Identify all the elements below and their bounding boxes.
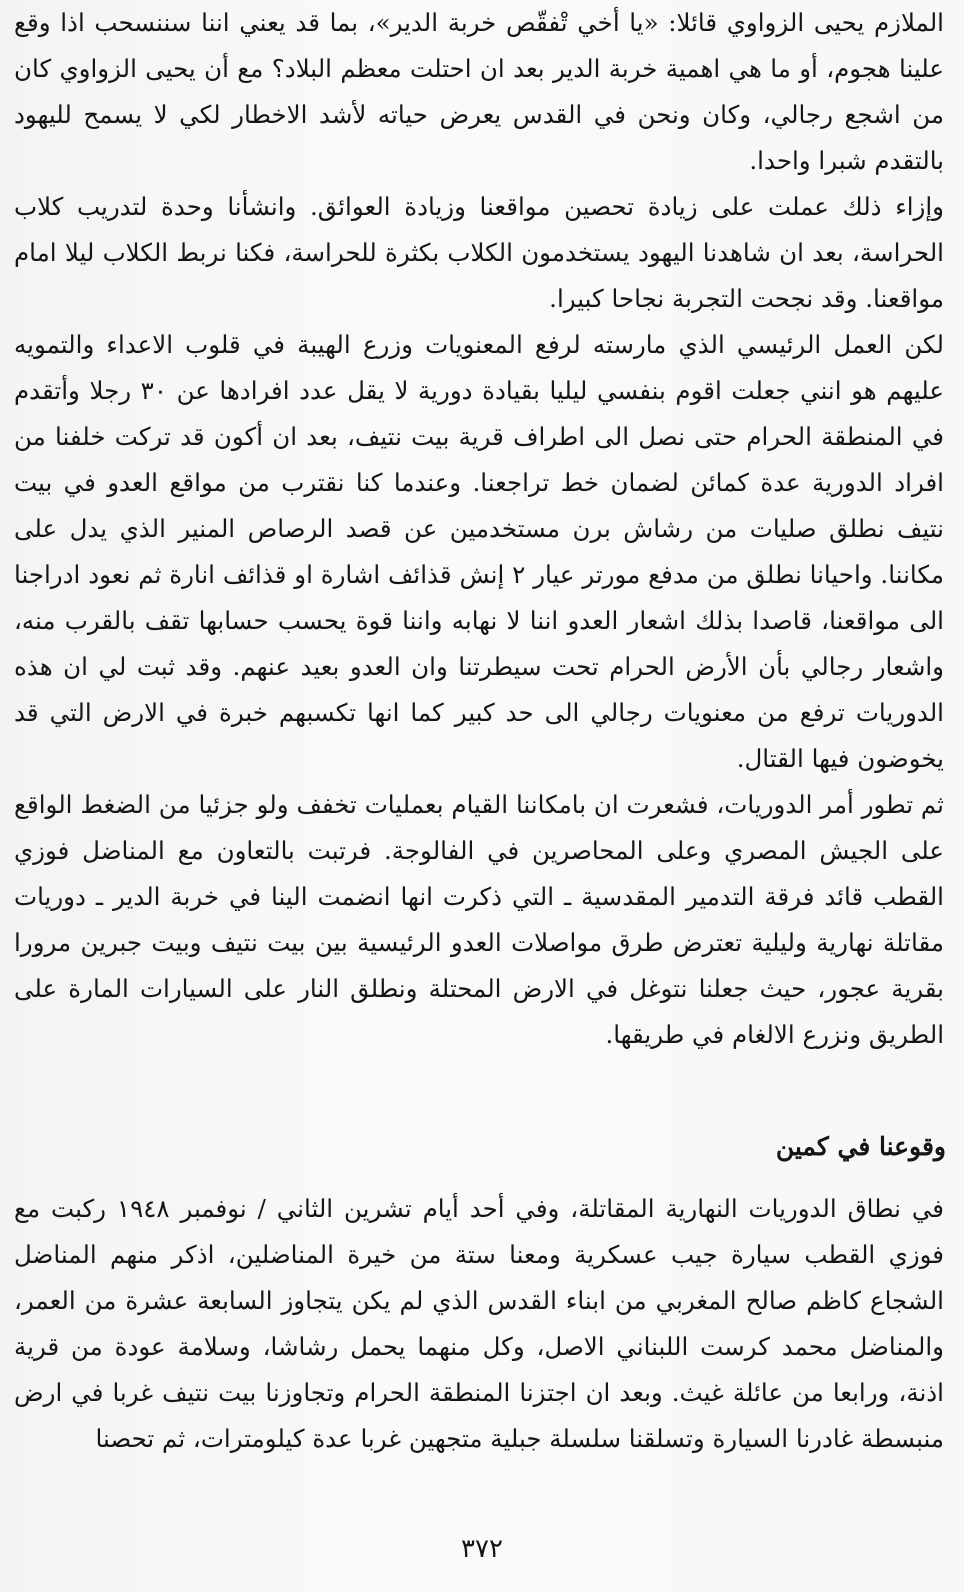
paragraph-3: لكن العمل الرئيسي الذي مارسته لرفع المعنويات وزرع الهيبة في قلوب الاعداء والتمويه عليهم هو انني جعلت اقوم بنفسي ليليا بقيادة دورية لا يقل عدد افرادها عن ٣٠ رجلا وأتقدم في المنطقة الحرام حتى نصل الى اطراف قرية بيت نتيف، بعد ان أكون قد تركت خلفنا من افراد الدورية عدة كمائن لضمان خط تراجعنا. وعندما كنا نقترب من مواقع العدو في بيت نتيف نطلق صليات من رشاش برن مستخدمين عن قصد الرصاص المنير الذي يدل على مكاننا. واحيانا نطلق من مدفع مورتر عيار ٢ إنش قذائف اشارة او قذائف انارة ثم نعود ادراجنا الى مواقعنا، قاصدا بذلك اشعار العدو اننا لا نهابه واننا قوة يحسب حسابها تقف بالقرب منه، واشعار رجالي بأن الأرض الحرام تحت سيطرتنا وان العدو بعيد عنهم. وقد ثبت لي ان هذه الدوريات ترفع من معنويات رجالي الى حد كبير كما انها تكسبهم خبرة في الارض التي قد يخوضون فيها القتال. [14,330,945,773]
paragraph-1: الملازم يحيى الزواوي قائلا: «يا أخي تْفقّص خربة الدير»، بما قد يعني اننا سننسحب اذا وقع علينا هجوم، أو ما هي اهمية خربة الدير بعد ان احتلت معظم البلاد؟ مع أن يحيى الزواوي كان من اشجع رجالي، وكان ونحن في القدس يعرض حياته لأشد الاخطار لكي لا يسمح لليهود بالتقدم شبرا واحدا. [14,8,944,175]
section-heading: وقوعنا في كمين [775,1132,946,1161]
paragraph-5: في نطاق الدوريات النهارية المقاتلة، وفي أحد أيام تشرين الثاني / نوفمبر ١٩٤٨ ركبت مع فوزي القطب سيارة جيب عسكرية ومعنا ستة من خيرة المناضلين، اذكر منهم المناضل الشجاع كاظم صالح المغربي من ابناء القدس الذي لم يكن يتجاوز السابعة عشرة من العمر، والمناضل محمد كرست اللبناني الاصل، وكل منهما يحمل رشاشا، وسلامة عودة من قرية اذنة، ورابعا من عائلة غيث. وبعد ان اجتزنا المنطقة الحرام وتجاوزنا بيت نتيف غربا في ارض منبسطة غادرنا السيارة وتسلقنا سلسلة جبلية متجهين غربا عدة كيلومترات، ثم تحصنا [14,1194,944,1453]
paragraph-4: ثم تطور أمر الدوريات، فشعرت ان بامكاننا القيام بعمليات تخفف ولو جزئيا من الضغط الواقع على الجيش المصري وعلى المحاصرين في الفالوجة. فرتبت بالتعاون مع المناضل فوزي القطب قائد فرقة التدمير المقدسية ـ التي ذكرت انها انضمت الينا في خربة الدير ـ دوريات مقاتلة نهارية وليلية تعترض طرق مواصلات العدو الرئيسية بين بيت نتيف وبيت جبرين مرورا بقرية عجور، حيث جعلنا نتوغل في الارض المحتلة ونطلق النار على السيارات المارة على الطريق ونزرع الالغام في طريقها. [14,790,944,1049]
paragraph-2: وإزاء ذلك عملت على زيادة تحصين مواقعنا وزيادة العوائق. وانشأنا وحدة لتدريب كلاب الحراسة، بعد ان شاهدنا اليهود يستخدمون الكلاب بكثرة للحراسة، فكنا نربط الكلاب ليلا امام مواقعنا. وقد نجحت التجربة نجاحا كبيرا. [14,192,944,313]
body-text-section-2 [14,1186,944,1462]
body-text-section [14,0,944,1058]
page-number: ٣٧٢ [461,1534,503,1564]
